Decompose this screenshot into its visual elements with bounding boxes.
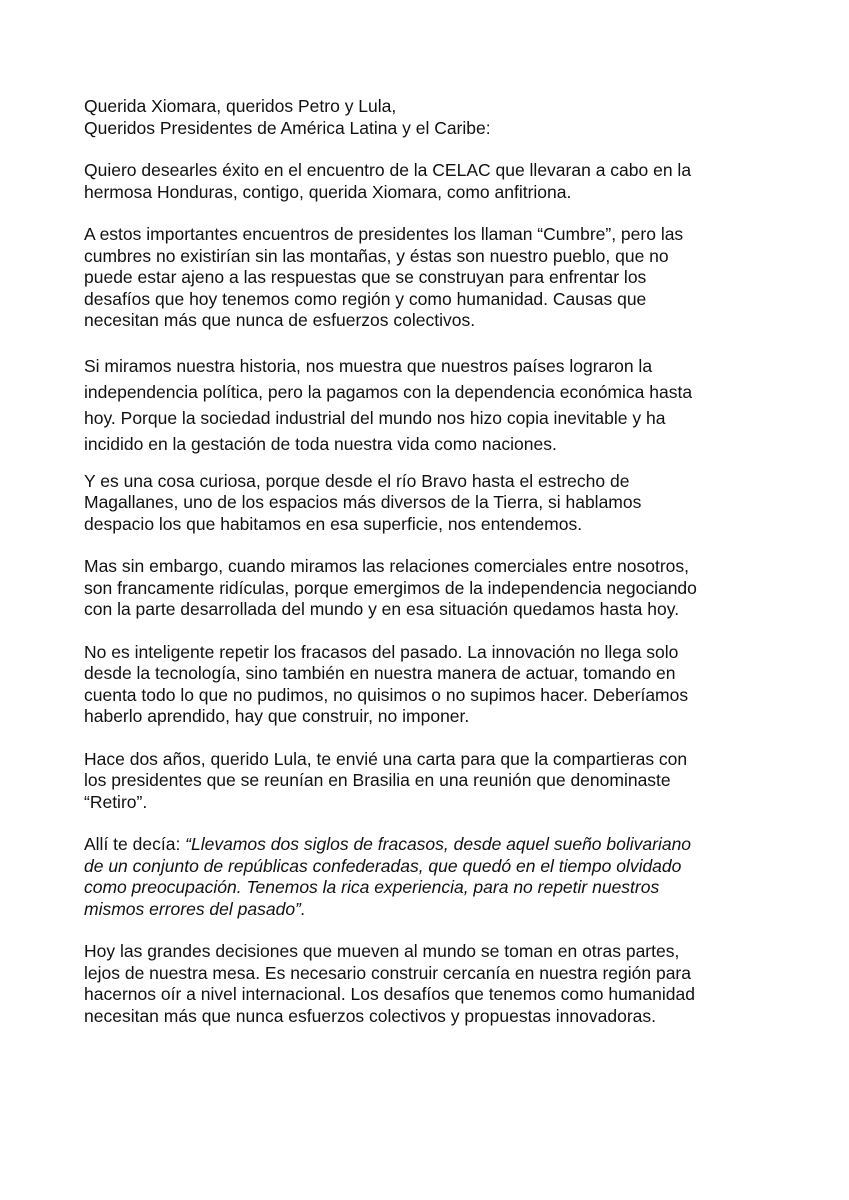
greeting-line-2: Queridos Presidentes de América Latina y el Caribe: [84, 117, 491, 138]
quote-text: “Llevamos dos siglos de fracasos, desde aquel sueño bolivariano de un conjunto de repúblicas confederadas, que quedó en el tiempo olvidado como preocupación. Tenemos la rica experiencia, para no repetir nuestros mismos errores del pasado” [84, 834, 692, 919]
paragraph-history: Si miramos nuestra historia, nos muestra que nuestros países lograron la independencia política, pero la pagamos con la dependencia económica hasta hoy. Porque la sociedad industrial del mundo nos hizo copia inevitable y ha incidido en la gestación de toda nuestra vida como naciones. [84, 355, 693, 454]
paragraph-curiosity: Y es una cosa curiosa, porque desde el río Bravo hasta el estrecho de Magallanes, uno de los espacios más diversos de la Tierra, si hablamos despacio los que habitamos en esa superficie, nos entendemos. [84, 470, 642, 534]
paragraph-previous-letter: Hace dos años, querido Lula, te envié una carta para que la compartieras con los presidentes que se reunían en Brasilia en una reunión que denominaste “Retiro”. [84, 748, 688, 812]
paragraph-quote [84, 834, 784, 920]
paragraph-closing: Hoy las grandes decisiones que mueven al mundo se toman en otras partes, lejos de nuestra mesa. Es necesario construir cercanía en nuestra región para hacernos oír a nivel internacional. Los desafíos que tenemos como humanidad necesitan más que nunca esfuerzos colectivos y propuestas innovadoras. [84, 941, 695, 1026]
paragraph-trade-relations: Mas sin embargo, cuando miramos las relaciones comerciales entre nosotros, son francamente ridículas, porque emergimos de la independencia negociando con la parte desarrollada del mundo y en esa situación quedamos hasta hoy. [84, 556, 697, 619]
letter-body [84, 96, 784, 1048]
paragraph-wishes: Quiero desearles éxito en el encuentro de la CELAC que llevaran a cabo en la hermosa Honduras, contigo, querida Xiomara, como anfitriona. [84, 160, 692, 202]
letter-greeting [84, 96, 784, 139]
quote-end: . [300, 898, 306, 919]
paragraph-innovation: No es inteligente repetir los fracasos del pasado. La innovación no llega solo desde la tecnología, sino también en nuestra manera de actuar, tomando en cuenta todo lo que no pudimos, no quisimos o no supimos hacer. Deberíamos haberlo aprendido, hay que construir, no imponer. [84, 641, 689, 726]
greeting-line-1: Querida Xiomara, queridos Petro y Lula, [84, 96, 397, 116]
paragraph-cumbre: A estos importantes encuentros de presidentes los llaman “Cumbre”, pero las cumbres no existirían sin las montañas, y éstas son nuestro pueblo, que no puede estar ajeno a las respuestas que se construyan para enfrentar los desafíos que hoy tenemos como región y como humanidad. Causas que necesitan más que nunca de esfuerzos colectivos. [84, 224, 684, 330]
quote-intro: Allí te decía: [84, 834, 186, 854]
